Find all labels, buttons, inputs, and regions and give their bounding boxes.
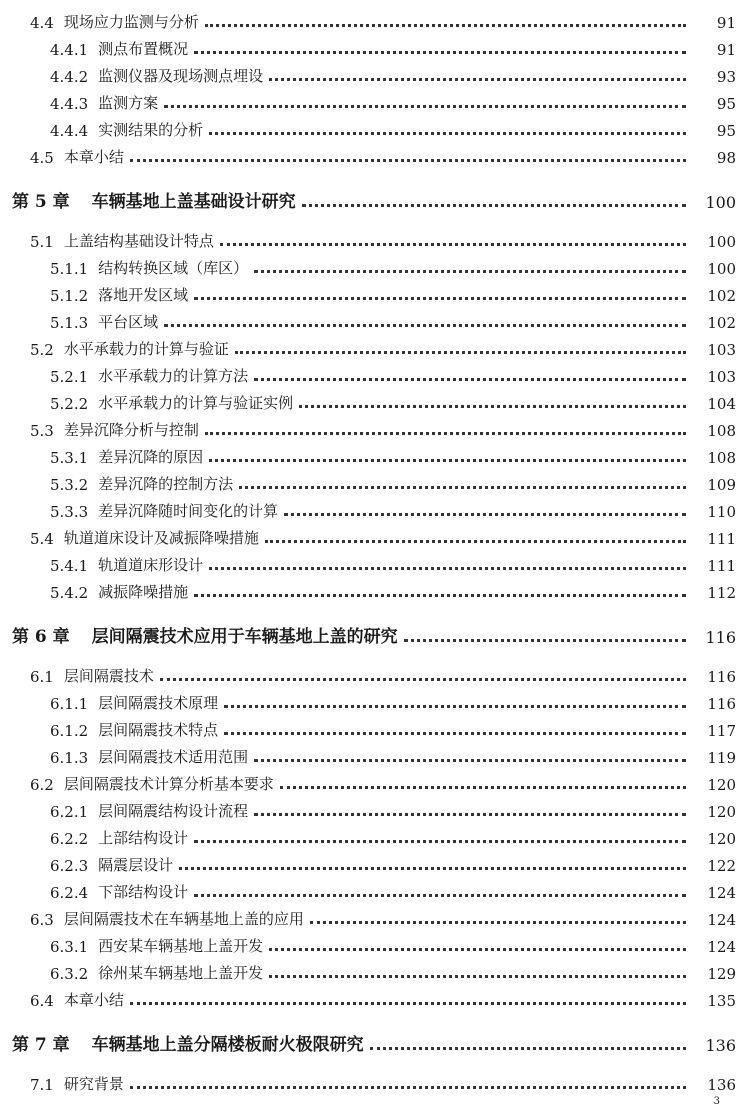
toc-page-number: 120 — [707, 776, 736, 794]
toc-section-entry[interactable] — [0, 1072, 750, 1094]
toc-page-number: 109 — [707, 476, 736, 494]
toc-title: 下部结构设计 — [98, 883, 189, 901]
toc-title: 减振降噪措施 — [98, 583, 189, 601]
toc-title: 落地开发区域 — [98, 286, 189, 304]
dot-leader — [209, 567, 686, 570]
dot-leader — [194, 51, 686, 54]
toc-section-entry[interactable] — [0, 145, 750, 167]
dot-leader — [370, 1047, 686, 1050]
toc-page-number: 120 — [707, 803, 736, 821]
toc-page-number: 102 — [707, 287, 736, 305]
toc-number: 5.3.1 — [50, 449, 89, 467]
toc-page-number: 129 — [707, 965, 736, 983]
dot-leader — [194, 594, 686, 597]
toc-number: 5.4.1 — [50, 557, 89, 575]
dot-leader — [130, 1086, 686, 1089]
toc-subsection-entry[interactable] — [0, 91, 750, 113]
toc-number: 5.3.2 — [50, 476, 89, 494]
toc-page-number: 135 — [707, 992, 736, 1010]
toc-number: 5.3.3 — [50, 503, 89, 521]
toc-title: 层间隔震技术在车辆基地上盖的应用 — [63, 910, 304, 928]
toc-page-number: 98 — [716, 149, 736, 167]
dot-leader — [280, 786, 686, 789]
toc-number: 5.1 — [30, 233, 54, 251]
toc-number: 6.2.1 — [50, 803, 89, 821]
toc-title: 监测仪器及现场测点埋设 — [98, 67, 264, 85]
toc-number: 6.3 — [30, 911, 54, 929]
toc-title: 实测结果的分析 — [98, 121, 204, 139]
toc-title: 现场应力监测与分析 — [63, 13, 199, 31]
toc-subsection-entry[interactable] — [0, 445, 750, 467]
toc-title: 层间隔震技术应用于车辆基地上盖的研究 — [91, 627, 398, 647]
toc-subsection-entry[interactable] — [0, 472, 750, 494]
toc-page-number: 103 — [707, 341, 736, 359]
toc-page-number: 104 — [707, 395, 736, 413]
toc-page-number: 117 — [707, 722, 736, 740]
toc-number: 6.2 — [30, 776, 54, 794]
toc-subsection-entry[interactable] — [0, 745, 750, 767]
toc-number: 第 6 章 — [12, 627, 70, 647]
toc-page-number: 93 — [716, 68, 736, 86]
dot-leader — [160, 678, 686, 681]
dot-leader — [205, 432, 686, 435]
toc-page-number: 120 — [707, 830, 736, 848]
toc-number: 4.4.4 — [50, 122, 89, 140]
toc-section-entry[interactable] — [0, 337, 750, 359]
dot-leader — [269, 78, 686, 81]
toc-subsection-entry[interactable] — [0, 391, 750, 413]
toc-title: 差异沉降随时间变化的计算 — [98, 502, 279, 520]
toc-number: 5.3 — [30, 422, 54, 440]
dot-leader — [299, 405, 686, 408]
toc-number: 5.1.3 — [50, 314, 89, 332]
toc-page-number: 108 — [707, 449, 736, 467]
toc-title: 研究背景 — [63, 1075, 124, 1093]
toc-title: 差异沉降的原因 — [98, 448, 204, 466]
toc-title: 水平承载力的计算与验证实例 — [98, 394, 294, 412]
toc-subsection-entry[interactable] — [0, 880, 750, 902]
toc-number: 4.5 — [30, 149, 54, 167]
dot-leader — [269, 948, 686, 951]
toc-page-number: 136 — [705, 1036, 736, 1055]
toc-section-entry[interactable] — [0, 229, 750, 251]
toc-page-number: 100 — [707, 233, 736, 251]
toc-title: 隔震层设计 — [98, 856, 174, 874]
toc-title: 结构转换区域（库区） — [98, 259, 249, 277]
toc-section-entry[interactable] — [0, 10, 750, 32]
toc-number: 5.1.2 — [50, 287, 89, 305]
dot-leader — [164, 324, 686, 327]
toc-number: 6.1.1 — [50, 695, 89, 713]
toc-number: 5.4 — [30, 530, 54, 548]
toc-number: 4.4.1 — [50, 41, 89, 59]
toc-title: 上部结构设计 — [98, 829, 189, 847]
toc-page-number: 110 — [707, 503, 736, 521]
toc-title: 轨道道床设计及减振降噪措施 — [63, 529, 259, 547]
toc-section-entry[interactable] — [0, 664, 750, 686]
toc-page-number: 91 — [716, 14, 736, 32]
toc-title: 车辆基地上盖基础设计研究 — [91, 192, 296, 212]
toc-title: 差异沉降分析与控制 — [63, 421, 199, 439]
toc-number: 4.4.2 — [50, 68, 89, 86]
toc-page-number: 124 — [707, 911, 736, 929]
toc-number: 4.4.3 — [50, 95, 89, 113]
toc-number: 6.1.2 — [50, 722, 89, 740]
toc-title: 层间隔震技术原理 — [98, 694, 219, 712]
toc-page-number: 124 — [707, 884, 736, 902]
toc-subsection-entry[interactable] — [0, 691, 750, 713]
toc-number: 6.2.2 — [50, 830, 89, 848]
toc-number: 5.1.1 — [50, 260, 89, 278]
toc-subsection-entry[interactable] — [0, 499, 750, 521]
toc-title: 差异沉降的控制方法 — [98, 475, 234, 493]
dot-leader — [269, 975, 686, 978]
toc-title: 上盖结构基础设计特点 — [63, 232, 214, 250]
toc-subsection-entry[interactable] — [0, 826, 750, 848]
toc-subsection-entry[interactable] — [0, 256, 750, 278]
toc-page-number: 100 — [707, 260, 736, 278]
toc-title: 平台区域 — [98, 313, 159, 331]
toc-title: 测点布置概况 — [98, 40, 189, 58]
dot-leader — [194, 894, 686, 897]
toc-title: 本章小结 — [63, 148, 124, 166]
toc-page-number: 124 — [707, 938, 736, 956]
toc-subsection-entry[interactable] — [0, 934, 750, 956]
toc-number: 6.1.3 — [50, 749, 89, 767]
dot-leader — [254, 813, 686, 816]
toc-title: 层间隔震技术计算分析基本要求 — [63, 775, 274, 793]
toc-subsection-entry[interactable] — [0, 580, 750, 602]
toc-subsection-entry[interactable] — [0, 64, 750, 86]
toc-subsection-entry[interactable] — [0, 961, 750, 983]
toc-subsection-entry[interactable] — [0, 853, 750, 875]
dot-leader — [235, 351, 686, 354]
toc-number: 第 7 章 — [12, 1035, 70, 1055]
dot-leader — [130, 159, 686, 162]
toc-page-number: 122 — [707, 857, 736, 875]
toc-section-entry[interactable] — [0, 988, 750, 1010]
toc-subsection-entry[interactable] — [0, 553, 750, 575]
dot-leader — [224, 705, 686, 708]
toc-number: 6.3.2 — [50, 965, 89, 983]
toc-number: 5.2 — [30, 341, 54, 359]
toc-page-number: 100 — [705, 193, 736, 212]
dot-leader — [164, 105, 686, 108]
toc-page-number: 102 — [707, 314, 736, 332]
toc-subsection-entry[interactable] — [0, 283, 750, 305]
toc-page-number: 111 — [707, 530, 736, 548]
toc-section-entry[interactable] — [0, 907, 750, 929]
toc-title: 层间隔震技术适用范围 — [98, 748, 249, 766]
toc-title: 层间隔震技术 — [63, 667, 154, 685]
dot-leader — [205, 24, 686, 27]
dot-leader — [239, 486, 686, 489]
toc-section-entry[interactable] — [0, 772, 750, 794]
toc-chapter-entry[interactable] — [0, 1029, 750, 1055]
toc-page-number: 116 — [707, 668, 736, 686]
toc-chapter-entry[interactable] — [0, 186, 750, 212]
dot-leader — [254, 270, 686, 273]
dot-leader — [209, 459, 686, 462]
toc-subsection-entry[interactable] — [0, 799, 750, 821]
toc-section-entry[interactable] — [0, 526, 750, 548]
toc-section-entry[interactable] — [0, 418, 750, 440]
page-corner-mark: 3 — [713, 1096, 720, 1107]
dot-leader — [254, 378, 686, 381]
dot-leader — [254, 759, 686, 762]
dot-leader — [224, 732, 686, 735]
toc-title: 水平承载力的计算方法 — [98, 367, 249, 385]
toc-page-number: 103 — [707, 368, 736, 386]
toc-subsection-entry[interactable] — [0, 37, 750, 59]
toc-page-number: 116 — [705, 628, 736, 647]
toc-number: 6.2.4 — [50, 884, 89, 902]
toc-title: 监测方案 — [98, 94, 159, 112]
toc-page-number: 111 — [707, 557, 736, 575]
dot-leader — [265, 540, 686, 543]
toc-number: 第 5 章 — [12, 192, 70, 212]
toc-page-number: 95 — [716, 122, 736, 140]
toc-number: 5.2.2 — [50, 395, 89, 413]
toc-page-number: 112 — [707, 584, 736, 602]
dot-leader — [194, 297, 686, 300]
dot-leader — [209, 132, 686, 135]
toc-number: 7.1 — [30, 1076, 54, 1094]
toc-number: 6.3.1 — [50, 938, 89, 956]
toc-page-number: 116 — [707, 695, 736, 713]
toc-title: 水平承载力的计算与验证 — [63, 340, 229, 358]
dot-leader — [220, 243, 686, 246]
toc-title: 徐州某车辆基地上盖开发 — [98, 964, 264, 982]
dot-leader — [302, 204, 686, 207]
toc-subsection-entry[interactable] — [0, 718, 750, 740]
toc-page-number: 91 — [716, 41, 736, 59]
toc-number: 6.2.3 — [50, 857, 89, 875]
toc-number: 5.2.1 — [50, 368, 89, 386]
toc-subsection-entry[interactable] — [0, 364, 750, 386]
toc-page-number: 136 — [707, 1076, 736, 1094]
toc-page-number: 119 — [707, 749, 736, 767]
toc-number: 4.4 — [30, 14, 54, 32]
toc-page-number: 95 — [716, 95, 736, 113]
toc-number: 6.1 — [30, 668, 54, 686]
dot-leader — [310, 921, 686, 924]
toc-title: 西安某车辆基地上盖开发 — [98, 937, 264, 955]
toc-chapter-entry[interactable] — [0, 621, 750, 647]
dot-leader — [284, 513, 686, 516]
dot-leader — [179, 867, 686, 870]
toc-number: 5.4.2 — [50, 584, 89, 602]
dot-leader — [130, 1002, 686, 1005]
toc-number: 6.4 — [30, 992, 54, 1010]
toc-title: 层间隔震技术特点 — [98, 721, 219, 739]
dot-leader — [404, 639, 686, 642]
dot-leader — [194, 840, 686, 843]
toc-title: 本章小结 — [63, 991, 124, 1009]
toc-title: 轨道道床形设计 — [98, 556, 204, 574]
toc-page-number: 108 — [707, 422, 736, 440]
toc-subsection-entry[interactable] — [0, 118, 750, 140]
toc-subsection-entry[interactable] — [0, 310, 750, 332]
toc-title: 层间隔震结构设计流程 — [98, 802, 249, 820]
toc-title: 车辆基地上盖分隔楼板耐火极限研究 — [91, 1035, 364, 1055]
